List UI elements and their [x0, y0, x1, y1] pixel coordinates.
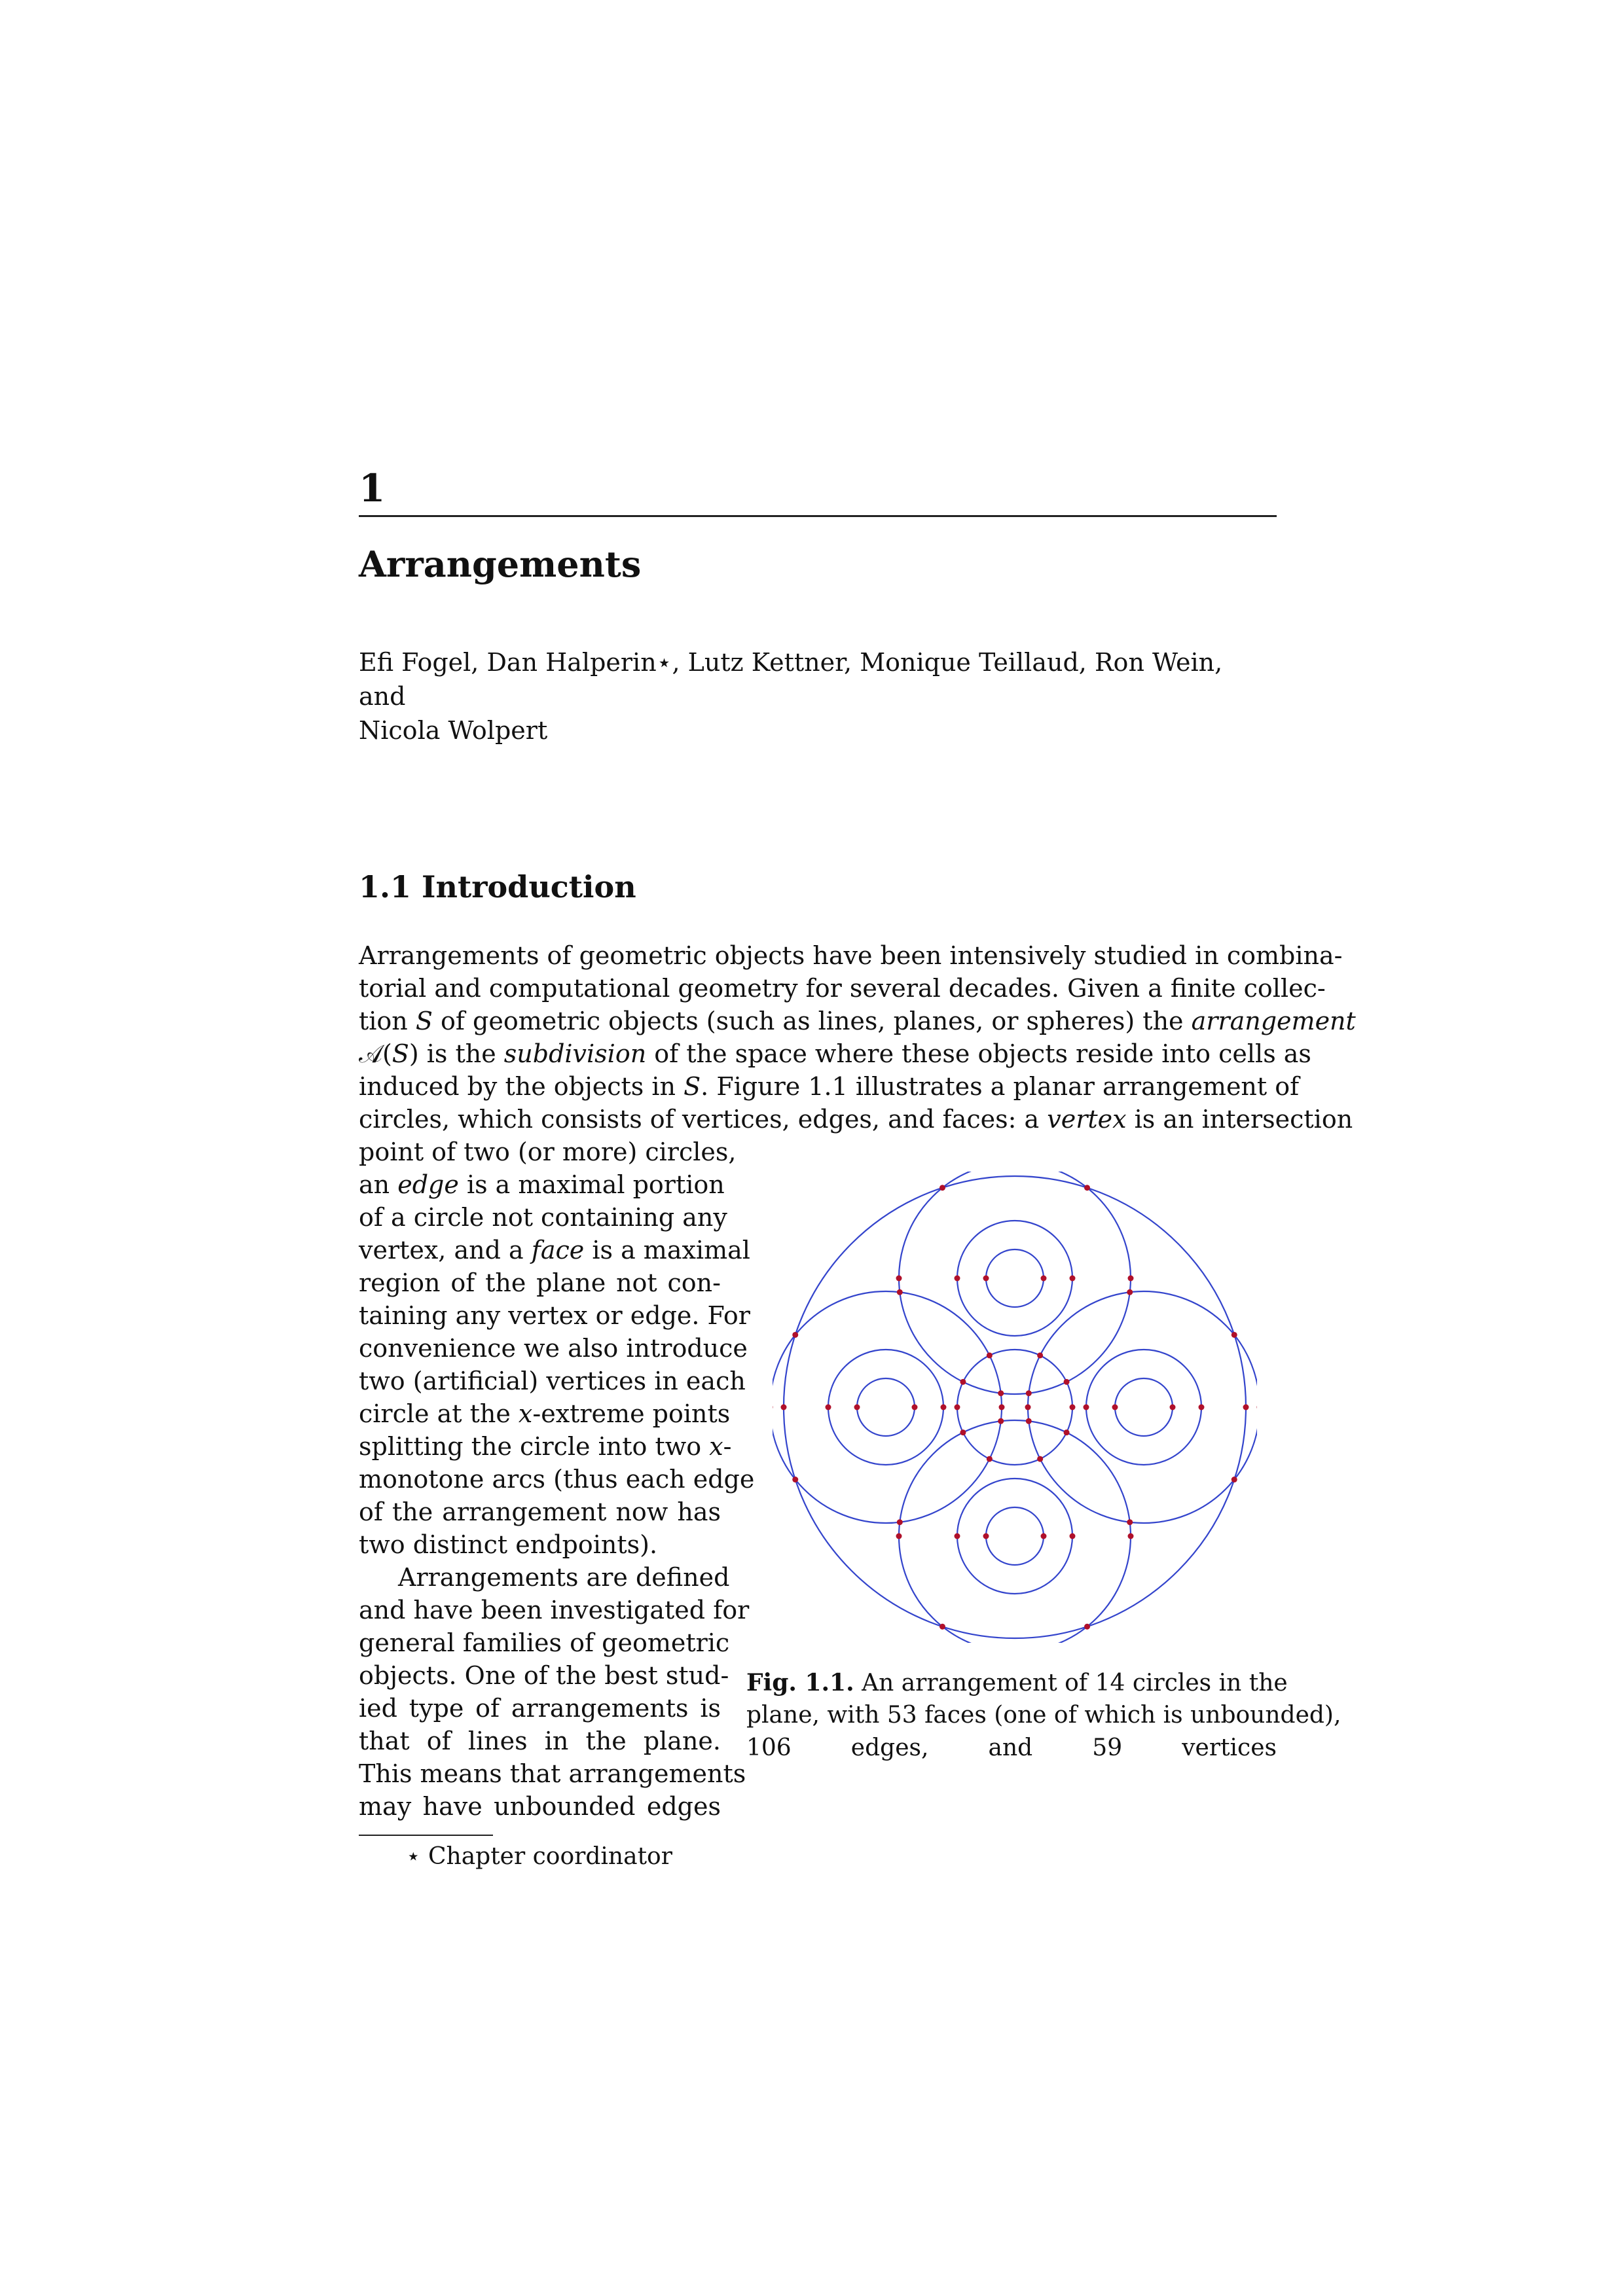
- text-line: that of lines in the plane.: [359, 1727, 721, 1755]
- arrangement-vertex: [826, 1405, 831, 1410]
- text-run: vertex, and a: [359, 1236, 532, 1265]
- arrangement-circle: [857, 1378, 915, 1436]
- arrangement-vertex: [1026, 1390, 1032, 1396]
- arrangement-vertex: [896, 1276, 902, 1282]
- text-line: monotone arcs (thus each edge: [359, 1465, 755, 1494]
- arrangement-circle: [957, 1221, 1072, 1336]
- chapter-number: 1: [359, 466, 386, 511]
- arrangement-circle: [899, 1420, 1131, 1643]
- arrangement-vertex: [998, 1390, 1004, 1396]
- math-symbol: S: [392, 1039, 409, 1068]
- text-run: tion: [359, 1007, 416, 1035]
- figure-caption-line: [746, 1666, 1288, 1699]
- text-line: Arrangements of geometric objects have been intensively studied in combina-: [359, 941, 1343, 970]
- figure-caption-line: plane, with 53 faces (one of which is unbounded),: [746, 1702, 1341, 1729]
- arrangement-circle: [773, 1291, 1002, 1523]
- math-symbol: x: [709, 1432, 723, 1461]
- text-line: and have been investigated for: [359, 1596, 750, 1624]
- text-line: two (artificial) vertices in each: [359, 1367, 746, 1395]
- arrangement-vertex: [1231, 1332, 1237, 1338]
- text-line: may have unbounded edges: [359, 1792, 721, 1821]
- arrangement-vertex: [1243, 1405, 1249, 1410]
- text-line: [359, 1430, 732, 1463]
- section-title: 1.1 Introduction: [359, 869, 636, 905]
- math-symbol: 𝒜(: [359, 1039, 392, 1068]
- text-line: general families of geometric: [359, 1628, 730, 1657]
- arrangement-vertex: [960, 1429, 966, 1435]
- text-line: torial and computational geometry for several decades. Given a finite collec-: [359, 974, 1326, 1003]
- arrangement-vertex: [998, 1418, 1004, 1424]
- chapter-title: Arrangements: [359, 543, 642, 585]
- text-line: convenience we also introduce: [359, 1334, 748, 1363]
- arrangement-vertex: [955, 1405, 960, 1410]
- arrangement-vertex: [1041, 1534, 1047, 1539]
- arrangement-vertex: [897, 1519, 903, 1525]
- arrangement-vertex: [960, 1379, 966, 1385]
- author-line-1: Efi Fogel, Dan Halperin⋆, Lutz Kettner, Monique Teillaud, Ron Wein, and: [359, 648, 1223, 711]
- text-run: ) is the: [409, 1039, 504, 1068]
- arrangement-vertex: [999, 1405, 1005, 1410]
- arrangement-vertex: [1084, 1185, 1090, 1191]
- text-run: induced by the objects in: [359, 1072, 684, 1101]
- text-run: is a maximal: [584, 1236, 750, 1265]
- emphasis-term: arrangement: [1191, 1007, 1356, 1035]
- arrangement-vertex: [1257, 1405, 1258, 1410]
- arrangement-circle: [1115, 1378, 1173, 1436]
- emphasis-term: face: [531, 1236, 585, 1265]
- arrangement-vertex: [987, 1352, 993, 1358]
- arrangement-circle: [828, 1350, 943, 1465]
- arrangement-circle: [986, 1249, 1044, 1307]
- text-run: is a maximal portion: [458, 1170, 725, 1199]
- footnote: ⋆ Chapter coordinator: [406, 1843, 672, 1870]
- text-run: of geometric objects (such as lines, planes, or spheres) the: [432, 1007, 1192, 1035]
- math-symbol: S: [684, 1072, 701, 1101]
- text-line: taining any vertex or edge. For: [359, 1301, 750, 1330]
- arrangement-vertex: [1199, 1405, 1205, 1410]
- figure-label: Fig. 1.1.: [746, 1669, 854, 1696]
- arrangement-vertex: [1070, 1405, 1076, 1410]
- text-run: splitting the circle into two: [359, 1432, 710, 1461]
- arrangement-vertex: [1070, 1534, 1076, 1539]
- text-run: of the space where these objects reside into cells as: [646, 1039, 1311, 1068]
- arrangement-vertex: [983, 1276, 989, 1282]
- text-line: objects. One of the best stud-: [359, 1661, 729, 1690]
- arrangement-vertex: [1128, 1534, 1134, 1539]
- arrangement-circle: [1028, 1291, 1257, 1523]
- arrangement-vertex: [1041, 1276, 1047, 1282]
- text-line: point of two (or more) circles,: [359, 1138, 737, 1166]
- footnote-rule: [359, 1835, 493, 1836]
- text-run: is an intersection: [1126, 1105, 1353, 1134]
- author-line-2: Nicola Wolpert: [359, 716, 548, 745]
- text-line: of a circle not containing any: [359, 1203, 727, 1232]
- text-line: [359, 1397, 731, 1430]
- chapter-rule: [359, 515, 1277, 517]
- text-run: circles, which consists of vertices, edges, and faces: a: [359, 1105, 1048, 1134]
- circle-arrangement-figure: [773, 1172, 1257, 1643]
- arrangement-circle: [899, 1172, 1131, 1394]
- math-symbol: x: [518, 1399, 533, 1428]
- arrangement-vertex: [941, 1405, 947, 1410]
- text-run: circle at the: [359, 1399, 519, 1428]
- arrangement-vertex: [1064, 1379, 1070, 1385]
- text-line: [359, 1005, 1356, 1037]
- emphasis-term: edge: [397, 1170, 459, 1199]
- text-line: region of the plane not con-: [359, 1268, 721, 1297]
- arrangement-vertex: [1112, 1405, 1118, 1410]
- arrangement-vertex: [939, 1624, 945, 1630]
- text-line: [359, 1070, 1300, 1103]
- arrangement-vertex: [987, 1456, 993, 1462]
- arrangement-vertex: [1128, 1276, 1134, 1282]
- arrangement-vertex: [939, 1185, 945, 1191]
- arrangement-vertex: [1037, 1352, 1043, 1358]
- arrangement-vertex: [955, 1276, 960, 1282]
- arrangement-vertex: [896, 1534, 902, 1539]
- arrangement-circle: [957, 1350, 1072, 1465]
- arrangement-vertex: [1127, 1519, 1133, 1525]
- arrangement-vertex: [955, 1534, 960, 1539]
- arrangement-circle: [957, 1479, 1072, 1594]
- arrangement-vertex: [1231, 1477, 1237, 1482]
- author-list: [359, 645, 1277, 747]
- text-line: [359, 1103, 1353, 1136]
- text-run: -extreme points: [532, 1399, 731, 1428]
- emphasis-term: subdivision: [503, 1039, 647, 1068]
- arrangement-vertex: [1084, 1405, 1089, 1410]
- emphasis-term: vertex: [1047, 1105, 1127, 1134]
- text-line: ied type of arrangements is: [359, 1694, 721, 1723]
- figure-caption-line: 106 edges, and 59 vertices: [746, 1734, 1277, 1761]
- text-line: [359, 1234, 750, 1266]
- arrangement-circle: [1086, 1350, 1201, 1465]
- math-symbol: S: [415, 1007, 433, 1035]
- text-line: [359, 1168, 725, 1201]
- text-run: . Figure 1.1 illustrates a planar arrangement of: [701, 1072, 1300, 1101]
- text-run: an: [359, 1170, 398, 1199]
- arrangement-vertex: [1070, 1276, 1076, 1282]
- arrangement-vertex: [1127, 1289, 1133, 1295]
- arrangement-vertex: [1170, 1405, 1176, 1410]
- text-line: This means that arrangements: [359, 1759, 746, 1788]
- text-run: -: [723, 1432, 732, 1461]
- text-line: of the arrangement now has: [359, 1498, 721, 1526]
- text-line: two distinct endpoints).: [359, 1530, 658, 1559]
- arrangement-vertex: [854, 1405, 860, 1410]
- arrangement-circle: [986, 1507, 1044, 1565]
- arrangement-vertex: [781, 1405, 787, 1410]
- arrangement-vertex: [1026, 1418, 1032, 1424]
- arrangement-vertex: [1037, 1456, 1043, 1462]
- arrangement-vertex: [792, 1332, 798, 1338]
- arrangement-vertex: [912, 1405, 918, 1410]
- arrangement-vertex: [897, 1289, 903, 1295]
- arrangement-vertex: [983, 1534, 989, 1539]
- arrangement-vertex: [1064, 1429, 1070, 1435]
- arrangement-vertex: [792, 1477, 798, 1482]
- arrangement-vertex: [1025, 1405, 1031, 1410]
- text-line: [359, 1037, 1311, 1070]
- text-line: Arrangements are defined: [398, 1563, 730, 1592]
- figure-caption-text: An arrangement of 14 circles in the: [854, 1670, 1288, 1696]
- arrangement-circle: [784, 1176, 1246, 1638]
- arrangement-vertex: [1084, 1624, 1090, 1630]
